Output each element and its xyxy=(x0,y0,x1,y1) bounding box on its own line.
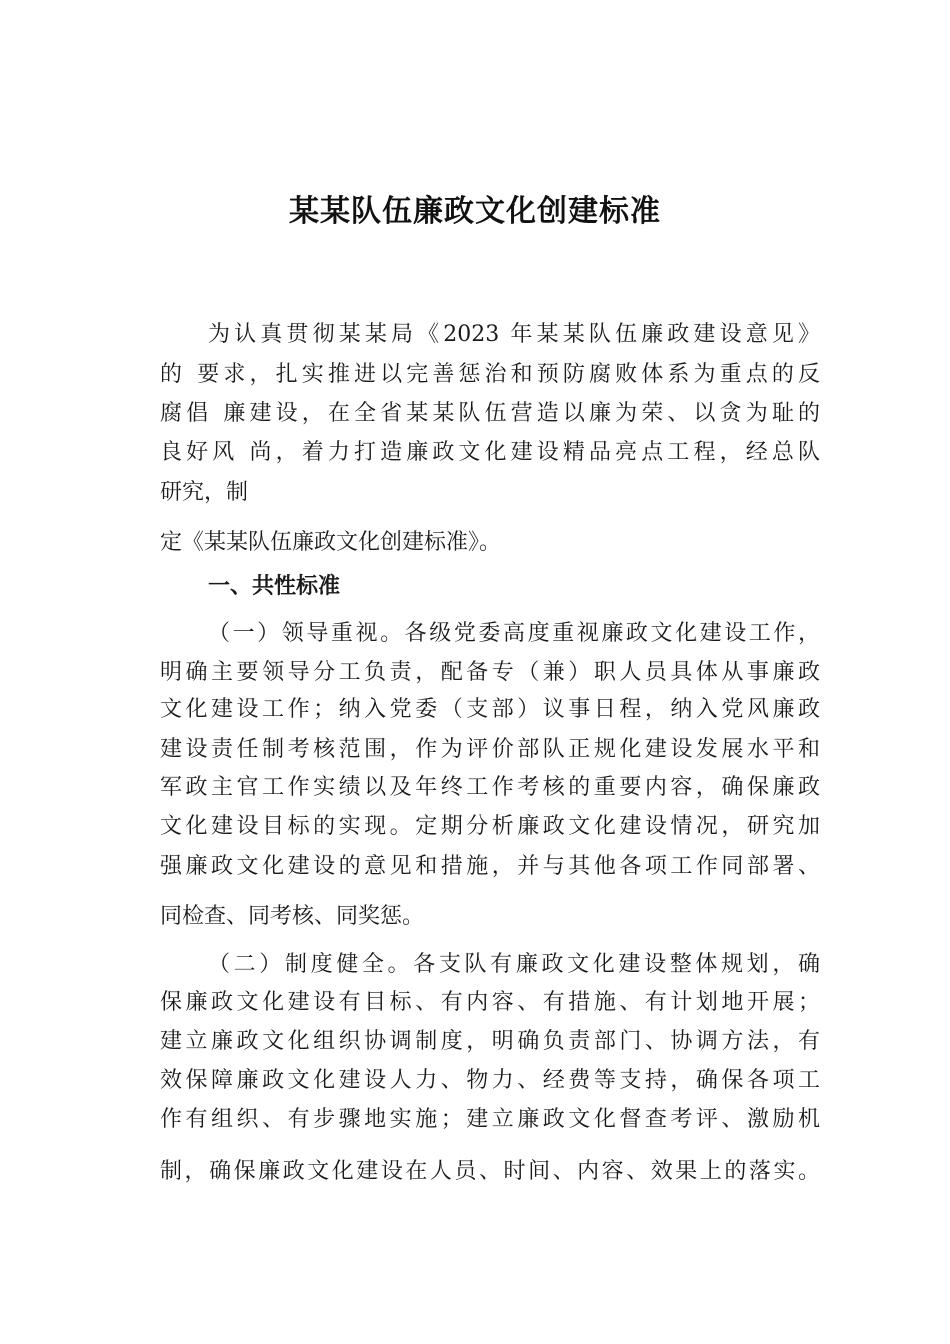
para2-line-3: 建立廉政文化组织协调制度，明确负责部门、协调方法，有 xyxy=(160,1029,820,1054)
para2-line-2: 保廉政文化建设有目标、有内容、有措施、有计划地开展； xyxy=(160,990,820,1015)
para1-line-6: 文化建设目标的实现。定期分析廉政文化建设情况，研究加 xyxy=(160,814,820,839)
para1-line-8: 同检查、同考核、同奖惩。 xyxy=(160,904,425,929)
intro-line-6: 定《某某队伍廉政文化创建标准》。 xyxy=(160,530,502,555)
para2-line-6: 制，确保廉政文化建设在人员、时间、内容、效果上的落实。 xyxy=(160,1159,820,1184)
para1-line-4: 建设责任制考核范围，作为评价部队正规化建设发展水平和 xyxy=(160,737,820,762)
intro-line-1: 为认真贯彻某某局《2023 年某某队伍廉政建设意见》 xyxy=(208,322,820,347)
para1-line-3: 文化建设工作；纳入党委（支部）议事日程，纳入党风廉政 xyxy=(160,697,820,722)
para1-line-2: 明确主要领导分工负责，配备专（兼）职人员具体从事廉政 xyxy=(160,660,820,685)
para2-line-5: 作有组织、有步骤地实施；建立廉政文化督查考评、激励机 xyxy=(160,1107,820,1132)
intro-line-5: 研究，制 xyxy=(160,480,249,505)
para1-line-1: （一）领导重视。各级党委高度重视廉政文化建设工作， xyxy=(208,621,820,646)
para1-line-7: 强廉政文化建设的意见和措施，并与其他各项工作同部署、 xyxy=(160,854,820,879)
para2-line-1: （二）制度健全。各支队有廉政文化建设整体规划，确 xyxy=(208,952,820,977)
document-title: 某某队伍廉政文化创建标准 xyxy=(289,194,661,229)
intro-line-4: 良好风 尚，着力打造廉政文化建设精品亮点工程，经总队 xyxy=(160,440,820,465)
para1-line-5: 军政主官工作实绩以及年终工作考核的重要内容，确保廉政 xyxy=(160,775,820,800)
para2-line-4: 效保障廉政文化建设人力、物力、经费等支持，确保各项工 xyxy=(160,1068,820,1093)
section-heading: 一、共性标准 xyxy=(208,574,341,599)
intro-line-2: 的 要求，扎实推进以完善惩治和预防腐败体系为重点的反 xyxy=(160,362,820,387)
intro-line-3: 腐倡 廉建设，在全省某某队伍营造以廉为荣、以贪为耻的 xyxy=(160,401,820,426)
